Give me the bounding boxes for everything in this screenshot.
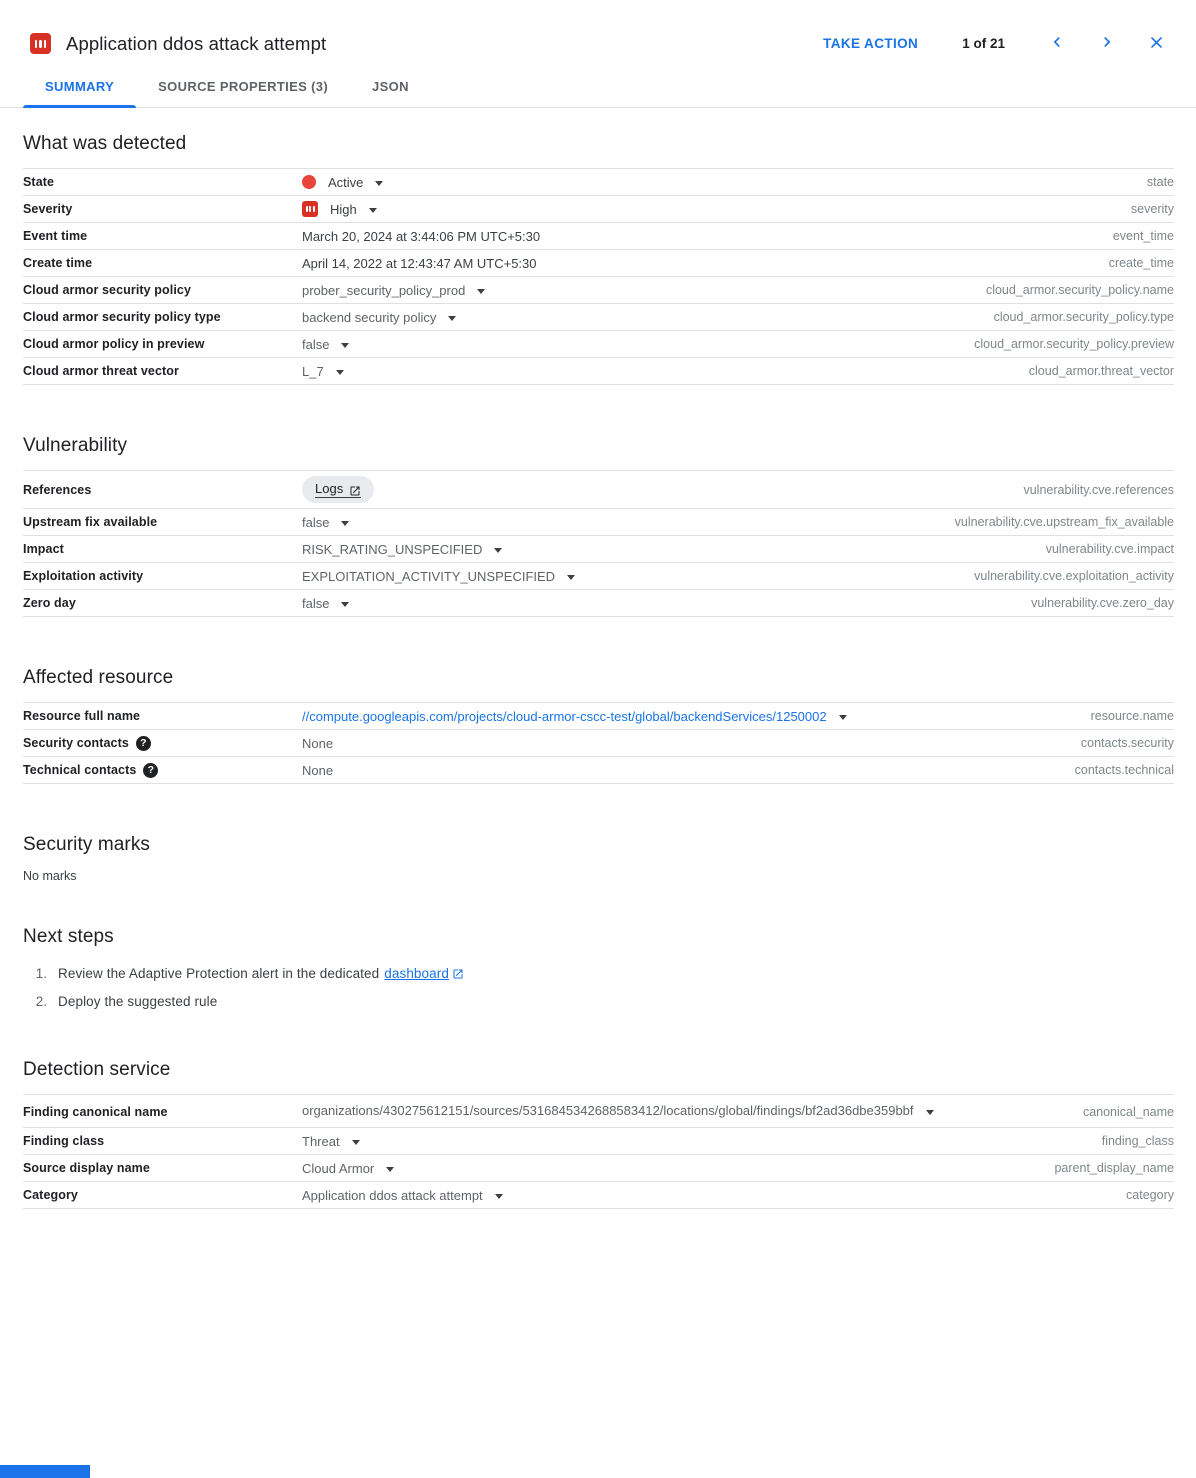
chevron-down-icon[interactable] bbox=[567, 575, 575, 580]
attribute-name: event_time bbox=[1112, 229, 1174, 243]
chevron-down-icon[interactable] bbox=[448, 316, 456, 321]
tab-json[interactable]: JSON bbox=[372, 79, 409, 94]
chevron-down-icon[interactable] bbox=[352, 1140, 360, 1145]
chevron-down-icon[interactable] bbox=[477, 289, 485, 294]
field-label: Security contacts bbox=[23, 736, 129, 750]
upstream-fix-value[interactable]: false bbox=[302, 514, 330, 530]
resource-full-name-link[interactable]: //compute.googleapis.com/projects/cloud-armor-cscc-test/global/backendServices/1250002 bbox=[302, 708, 827, 724]
canonical-name-value[interactable]: organizations/430275612151/sources/5316845342688583412/locations/global/findings/bf2ad36dbe359bbf bbox=[302, 1103, 914, 1118]
attribute-name: vulnerability.cve.references bbox=[1023, 482, 1174, 497]
field-label: Cloud armor security policy type bbox=[23, 310, 221, 324]
source-display-name-dropdown[interactable] bbox=[302, 1161, 1034, 1176]
finding-class-value[interactable]: Threat bbox=[302, 1133, 340, 1149]
attribute-name: create_time bbox=[1108, 256, 1174, 270]
threat-vector-value[interactable]: L_7 bbox=[302, 363, 324, 379]
field-row-technical-contacts bbox=[23, 756, 1174, 783]
section-title-security-marks: Security marks bbox=[23, 834, 151, 855]
impact-value[interactable]: RISK_RATING_UNSPECIFIED bbox=[302, 541, 483, 557]
attribute-name: parent_display_name bbox=[1054, 1161, 1174, 1175]
chevron-down-icon[interactable] bbox=[341, 602, 349, 607]
chevron-down-icon[interactable] bbox=[494, 548, 502, 553]
field-label: Event time bbox=[23, 229, 88, 243]
next-step-item bbox=[23, 994, 1174, 1009]
field-row-resource-full-name bbox=[23, 702, 1174, 729]
step-number: 1. bbox=[35, 966, 47, 981]
impact-dropdown[interactable] bbox=[302, 542, 1026, 557]
affected-resource-table bbox=[23, 702, 1174, 784]
security-policy-value[interactable]: prober_security_policy_prod bbox=[302, 282, 466, 298]
field-label: State bbox=[23, 175, 55, 189]
header-actions bbox=[823, 30, 1168, 57]
next-steps-list bbox=[23, 966, 1174, 1009]
field-row-upstream-fix bbox=[23, 508, 1174, 535]
chevron-right-icon bbox=[1097, 32, 1117, 55]
field-row-policy-preview bbox=[23, 330, 1174, 357]
zero-day-dropdown[interactable] bbox=[302, 596, 1011, 611]
field-label: References bbox=[23, 482, 92, 497]
attribute-name: vulnerability.cve.exploitation_activity bbox=[974, 569, 1174, 583]
previous-finding-button[interactable] bbox=[1045, 30, 1069, 57]
canonical-name-dropdown[interactable] bbox=[302, 1100, 934, 1122]
finding-title-group bbox=[30, 33, 326, 55]
severity-dropdown[interactable] bbox=[302, 201, 1111, 217]
field-row-severity bbox=[23, 195, 1174, 222]
threat-vector-dropdown[interactable] bbox=[302, 364, 1009, 379]
field-label: Category bbox=[23, 1188, 78, 1202]
attribute-name: cloud_armor.security_policy.name bbox=[985, 283, 1174, 297]
step-text: Deploy the suggested rule bbox=[58, 994, 218, 1009]
next-step-item bbox=[23, 966, 1174, 981]
event-time-value: March 20, 2024 at 3:44:06 PM UTC+5:30 bbox=[302, 228, 541, 244]
policy-preview-dropdown[interactable] bbox=[302, 337, 954, 352]
exploitation-activity-value[interactable]: EXPLOITATION_ACTIVITY_UNSPECIFIED bbox=[302, 568, 556, 584]
attribute-name: contacts.technical bbox=[1074, 763, 1174, 777]
field-row-event-time bbox=[23, 222, 1174, 249]
page-title: Application ddos attack attempt bbox=[66, 32, 327, 54]
field-label: Cloud armor security policy bbox=[23, 283, 192, 297]
field-label: Severity bbox=[23, 202, 73, 216]
field-label: Impact bbox=[23, 542, 64, 556]
attribute-name: finding_class bbox=[1101, 1134, 1174, 1148]
security-policy-type-dropdown[interactable] bbox=[302, 310, 974, 325]
field-label: Finding class bbox=[23, 1134, 105, 1148]
state-dropdown[interactable] bbox=[302, 175, 1127, 190]
chevron-down-icon[interactable] bbox=[926, 1110, 934, 1115]
field-row-category bbox=[23, 1181, 1174, 1208]
field-row-finding-class bbox=[23, 1127, 1174, 1154]
create-time-value: April 14, 2022 at 12:43:47 AM UTC+5:30 bbox=[302, 255, 537, 271]
source-display-name-value[interactable]: Cloud Armor bbox=[302, 1160, 375, 1176]
zero-day-value[interactable]: false bbox=[302, 595, 330, 611]
attribute-name: severity bbox=[1130, 202, 1174, 216]
attribute-name: cloud_armor.security_policy.type bbox=[993, 310, 1174, 324]
category-dropdown[interactable] bbox=[302, 1188, 1106, 1203]
what-was-detected-table bbox=[23, 168, 1174, 385]
summary-panel bbox=[0, 133, 1196, 1209]
tab-source-properties[interactable]: SOURCE PROPERTIES (3) bbox=[158, 79, 329, 94]
attribute-name: vulnerability.cve.impact bbox=[1045, 542, 1174, 556]
upstream-fix-dropdown[interactable] bbox=[302, 515, 935, 530]
field-label: Technical contacts bbox=[23, 763, 137, 777]
close-button[interactable] bbox=[1145, 31, 1168, 57]
field-row-exploitation-activity bbox=[23, 562, 1174, 589]
exploitation-activity-dropdown[interactable] bbox=[302, 569, 954, 584]
vulnerability-table bbox=[23, 470, 1174, 617]
severity-value[interactable]: High bbox=[330, 201, 357, 217]
field-label: Resource full name bbox=[23, 709, 141, 723]
chevron-down-icon[interactable] bbox=[386, 1167, 394, 1172]
section-title-what-was-detected: What was detected bbox=[23, 133, 187, 154]
attribute-name: category bbox=[1126, 1188, 1174, 1202]
step-number: 2. bbox=[35, 994, 47, 1009]
chevron-down-icon[interactable] bbox=[341, 521, 349, 526]
external-link-icon bbox=[349, 485, 361, 497]
field-label: Upstream fix available bbox=[23, 515, 158, 529]
chevron-down-icon[interactable] bbox=[839, 715, 847, 720]
dashboard-link[interactable]: dashboard bbox=[384, 966, 449, 981]
logs-chip-button[interactable] bbox=[302, 476, 374, 503]
field-label: Source display name bbox=[23, 1161, 150, 1175]
attribute-name: state bbox=[1146, 175, 1174, 189]
chevron-down-icon[interactable] bbox=[375, 181, 383, 186]
state-value[interactable]: Active bbox=[328, 174, 364, 190]
technical-contacts-value: None bbox=[302, 762, 334, 778]
attribute-name: cloud_armor.security_policy.preview bbox=[974, 337, 1174, 351]
security-policy-dropdown[interactable] bbox=[302, 283, 966, 298]
field-label: Cloud armor threat vector bbox=[23, 364, 180, 378]
section-title-next-steps: Next steps bbox=[23, 926, 114, 947]
detection-service-table bbox=[23, 1094, 1174, 1209]
field-label: Exploitation activity bbox=[23, 569, 144, 583]
step-text: Review the Adaptive Protection alert in the dedicated dashboard bbox=[58, 966, 464, 981]
security-contacts-value: None bbox=[302, 735, 334, 751]
field-label: Cloud armor policy in preview bbox=[23, 337, 205, 351]
category-value[interactable]: Application ddos attack attempt bbox=[302, 1187, 483, 1203]
field-label: Zero day bbox=[23, 596, 76, 610]
policy-preview-value[interactable]: false bbox=[302, 336, 330, 352]
chevron-left-icon bbox=[1047, 32, 1067, 55]
high-severity-icon bbox=[30, 33, 51, 54]
chevron-down-icon[interactable] bbox=[341, 343, 349, 348]
finding-header bbox=[0, 0, 1196, 69]
section-title-detection-service: Detection service bbox=[23, 1059, 171, 1080]
chevron-down-icon[interactable] bbox=[495, 1194, 503, 1199]
field-row-create-time bbox=[23, 249, 1174, 276]
field-label: Create time bbox=[23, 256, 93, 270]
field-row-security-policy-type bbox=[23, 303, 1174, 330]
field-row-state bbox=[23, 168, 1174, 195]
horizontal-scrollbar-thumb[interactable] bbox=[0, 1465, 90, 1478]
field-row-zero-day bbox=[23, 589, 1174, 616]
detail-tabs bbox=[0, 69, 1196, 108]
field-row-source-display-name bbox=[23, 1154, 1174, 1181]
chevron-down-icon[interactable] bbox=[336, 370, 344, 375]
field-row-security-policy bbox=[23, 276, 1174, 303]
field-row-security-contacts bbox=[23, 729, 1174, 756]
external-link-icon bbox=[452, 968, 464, 980]
section-title-vulnerability: Vulnerability bbox=[23, 435, 128, 456]
help-icon[interactable]: ? bbox=[136, 736, 151, 751]
attribute-name: canonical_name bbox=[1082, 1105, 1174, 1119]
help-icon[interactable]: ? bbox=[143, 763, 158, 778]
field-label: Finding canonical name bbox=[23, 1105, 168, 1119]
section-title-affected-resource: Affected resource bbox=[23, 667, 174, 688]
attribute-name: contacts.security bbox=[1080, 736, 1174, 750]
chevron-down-icon[interactable] bbox=[369, 208, 377, 213]
attribute-name: vulnerability.cve.zero_day bbox=[1031, 596, 1174, 610]
take-action-button[interactable]: TAKE ACTION bbox=[823, 36, 919, 51]
close-icon bbox=[1147, 33, 1166, 55]
field-row-impact bbox=[23, 535, 1174, 562]
active-state-dot-icon bbox=[302, 175, 316, 189]
attribute-name: resource.name bbox=[1090, 709, 1174, 723]
pagination-count: 1 of 21 bbox=[962, 36, 1005, 51]
logs-chip-label: Logs bbox=[315, 481, 344, 496]
security-policy-type-value[interactable]: backend security policy bbox=[302, 309, 437, 325]
high-severity-icon bbox=[302, 201, 318, 217]
tab-summary[interactable]: SUMMARY bbox=[23, 69, 136, 107]
attribute-name: vulnerability.cve.upstream_fix_available bbox=[954, 515, 1174, 529]
field-row-canonical-name bbox=[23, 1094, 1174, 1127]
field-row-references bbox=[23, 470, 1174, 508]
security-marks-empty-text: No marks bbox=[23, 869, 77, 883]
next-finding-button[interactable] bbox=[1095, 30, 1119, 57]
attribute-name: cloud_armor.threat_vector bbox=[1028, 364, 1174, 378]
field-row-threat-vector bbox=[23, 357, 1174, 384]
finding-class-dropdown[interactable] bbox=[302, 1134, 1082, 1149]
